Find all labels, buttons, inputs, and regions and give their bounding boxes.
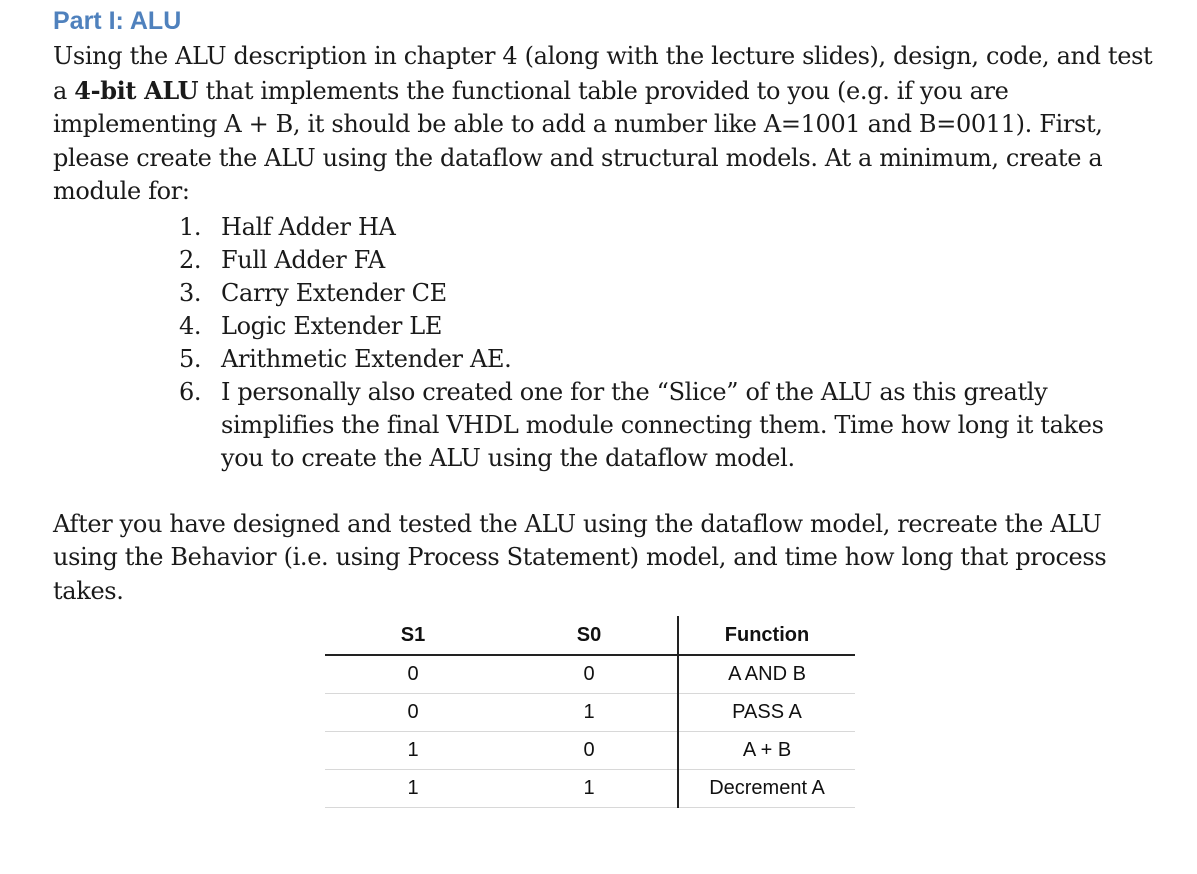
cell-s0: 0 [501,732,678,770]
list-item [53,211,1153,244]
cell-s0: 1 [501,770,678,808]
section-heading: Part I: ALU [53,7,182,35]
list-item-text: Arithmetic Extender AE. [221,344,512,373]
intro-paragraph [53,40,1153,209]
header-function: Function [678,616,855,655]
header-s0: S0 [501,616,678,655]
cell-s1: 1 [325,770,501,808]
list-item-text: Full Adder FA [221,245,385,274]
list-item [53,310,1153,343]
list-item [53,376,1153,475]
list-item-number: 1. [179,212,202,241]
module-list [53,211,1153,475]
list-item-number: 3. [179,278,202,307]
intro-text-part2: that implements the functional table provided to you (e.g. if you are implementing A + B, it should be able to add a number like A=1001 and B=0011). First, please create the ALU using the dataflow and structural models. At a minimum, create a module for: [53,76,1103,205]
list-item-number: 6. [179,377,202,406]
function-table [325,616,855,808]
cell-function: A AND B [678,655,855,694]
list-item [53,277,1153,310]
cell-s0: 0 [501,655,678,694]
cell-s1: 1 [325,732,501,770]
table-row [325,732,855,770]
cell-function: Decrement A [678,770,855,808]
table-row [325,770,855,808]
list-item-text: I personally also created one for the “Slice” of the ALU as this greatly simplifies the final VHDL module connecting them. Time how long it takes you to create the ALU using the dataflow model. [221,377,1104,472]
cell-function: PASS A [678,694,855,732]
list-item-text: Carry Extender CE [221,278,447,307]
document-page [53,0,1153,608]
header-s1: S1 [325,616,501,655]
cell-s1: 0 [325,694,501,732]
followup-paragraph: After you have designed and tested the ALU using the dataflow model, recreate the ALU using the Behavior (i.e. using Process Statement) model, and time how long that process takes. [53,509,1107,605]
cell-s1: 0 [325,655,501,694]
list-item [53,244,1153,277]
list-item-text: Logic Extender LE [221,311,443,340]
cell-s0: 1 [501,694,678,732]
table-row [325,694,855,732]
intro-text-part1: Using the ALU description in chapter 4 (along with the lecture slides), design, code, and test a [53,42,1153,105]
cell-function: A + B [678,732,855,770]
intro-bold-text: 4-bit ALU [74,75,199,105]
list-item-number: 5. [179,344,202,373]
list-item-text: Half Adder HA [221,212,396,241]
list-item-number: 2. [179,245,202,274]
list-item [53,343,1153,376]
table-row [325,655,855,694]
table-header-row [325,616,855,655]
list-item-number: 4. [179,311,202,340]
